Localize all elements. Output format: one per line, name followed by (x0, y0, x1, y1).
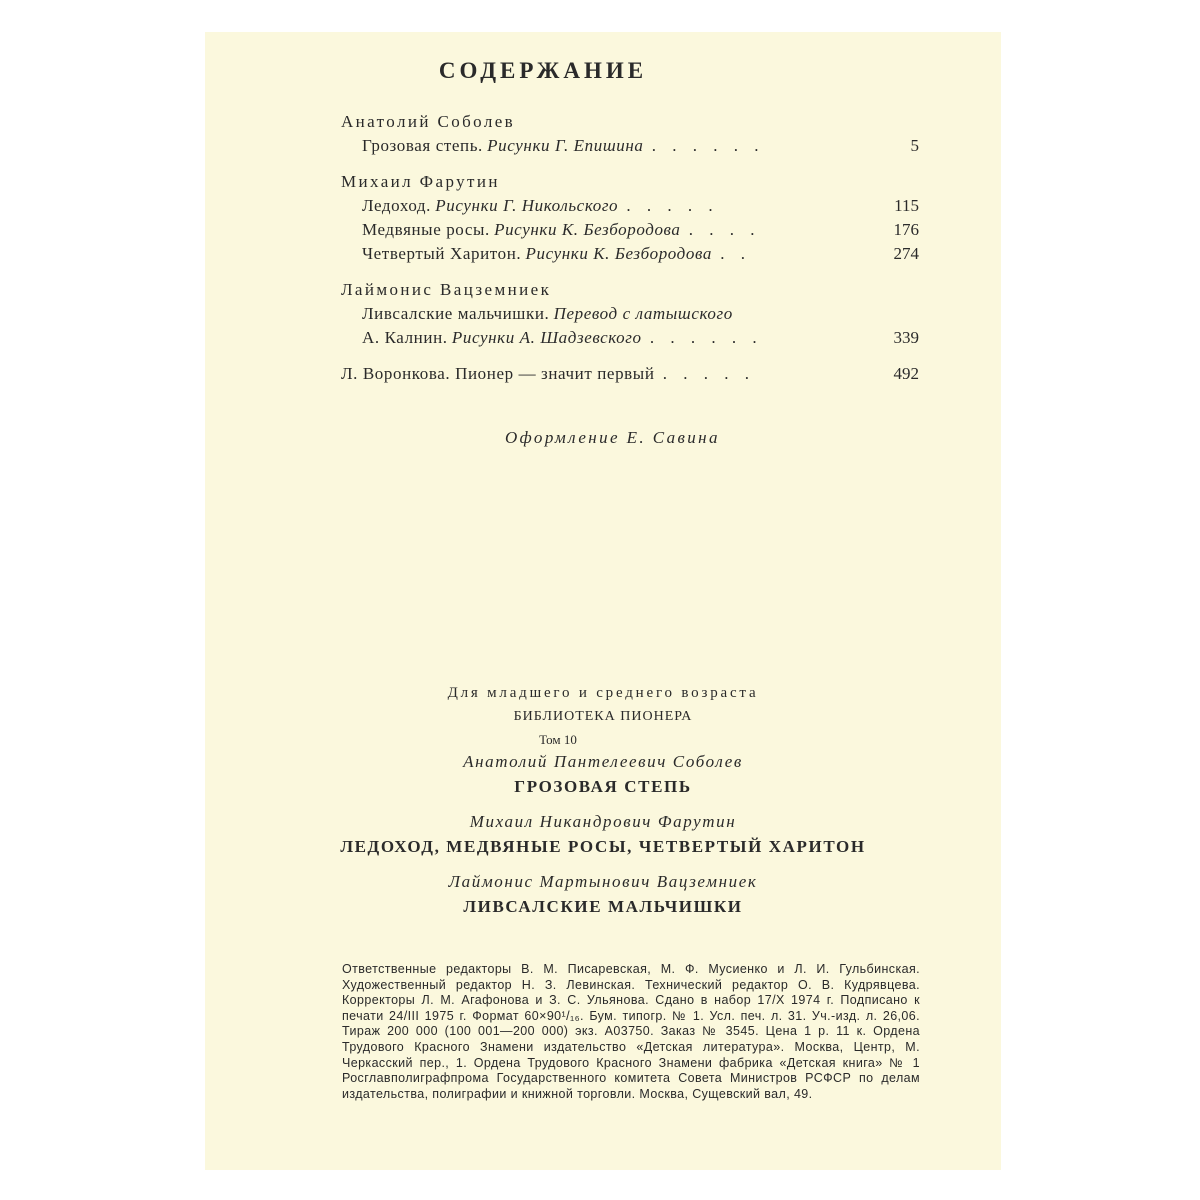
book-page (205, 32, 1001, 1170)
entry-title: Грозовая степь. (362, 136, 483, 155)
toc-author: Анатолий Соболев (341, 112, 516, 131)
series-name: БИБЛИОТЕКА ПИОНЕРА (513, 709, 693, 724)
toc-entry (341, 194, 919, 218)
imprint-author: Анатолий Пантелеевич Соболев (463, 752, 743, 771)
entry-page-number: 115 (894, 196, 919, 215)
leader-dots: . . . . . (626, 196, 719, 215)
volume-number: Том 10 (539, 732, 577, 747)
imprint-author: Михаил Никандрович Фарутин (469, 812, 737, 831)
toc-entry (341, 242, 919, 266)
toc-entry (341, 302, 919, 326)
entry-page-number: 176 (893, 220, 919, 239)
leader-dots: . . . . . (662, 364, 756, 383)
entry-title: А. Калнин. (362, 328, 448, 347)
table-of-contents (341, 110, 919, 386)
entry-title: Четвертый Харитон. (362, 244, 522, 263)
toc-title: СОДЕРЖАНИЕ (438, 58, 648, 83)
toc-entry (341, 326, 919, 350)
age-group: Для младшего и среднего возраста (447, 685, 759, 701)
toc-entry (341, 362, 919, 386)
imprint-book-title: ЛЕДОХОД, МЕДВЯНЫЕ РОСЫ, ЧЕТВЕРТЫЙ ХАРИТОН (340, 837, 866, 856)
entry-title: Ледоход. (362, 196, 432, 215)
toc-author: Михаил Фарутин (341, 172, 500, 191)
entry-illustrator: Перевод с латышского (553, 304, 733, 323)
imprint-block (205, 682, 1001, 920)
leader-dots: . . (720, 244, 751, 263)
imprint-author: Лаймонис Мартынович Вацземниек (448, 872, 758, 891)
entry-illustrator: Рисунки Г. Епишина (487, 136, 644, 155)
entry-title: Медвяные росы. (362, 220, 490, 239)
entry-title: Л. Воронкова. Пионер — значит первый (341, 364, 655, 383)
entry-page-number: 274 (893, 244, 919, 263)
publication-credits: Ответственные редакторы В. М. Писаревская, М. Ф. Мусиенко и Л. И. Гульбинская. Художественный редактор Н. З. Левинская. Технический редактор О. В. Кудрявцева. Корректоры Л. М. Агафонова и З. С. Ульянова. Сдано в набор 17/X 1974 г. Подписано к печати 24/III 1975 г. Формат 60×90¹/₁₆. Бум. типогр. № 1. Усл. печ. л. 31. Уч.-изд. л. 26,06. Тираж 200 000 (100 001—200 000) экз. А03750. Заказ № 3545. Цена 1 р. 11 к. Ордена Трудового Красного Знамени издательство «Детская литература». Москва, Центр, М. Черкасский пер., 1. Ордена Трудового Красного Знамени фабрика «Детская книга» № 1 Росглавполиграфпрома Государственного комитета Совета Министров РСФСР по делам издательства, полиграфии и книжной торговли. Москва, Сущевский вал, 49. (342, 962, 920, 1101)
imprint-book-title: ЛИВСАЛСКИЕ МАЛЬЧИШКИ (463, 897, 743, 916)
entry-illustrator: Рисунки К. Безбородова (494, 220, 681, 239)
entry-title: Ливсалские мальчишки. (362, 304, 550, 323)
toc-entry (341, 218, 919, 242)
design-credit: Оформление Е. Савина (505, 428, 720, 447)
toc-author: Лаймонис Вацземниек (341, 280, 552, 299)
entry-illustrator: Рисунки Г. Никольского (435, 196, 619, 215)
entry-page-number: 339 (893, 328, 919, 347)
leader-dots: . . . . (688, 220, 761, 239)
entry-page-number: 5 (910, 136, 919, 155)
imprint-book-title: ГРОЗОВАЯ СТЕПЬ (514, 777, 692, 796)
leader-dots: . . . . . . (649, 328, 763, 347)
entry-illustrator: Рисунки А. Шадзевского (451, 328, 642, 347)
entry-page-number: 492 (893, 364, 919, 383)
entry-illustrator: Рисунки К. Безбородова (525, 244, 712, 263)
leader-dots: . . . . . . (651, 136, 765, 155)
toc-entry (341, 134, 919, 158)
